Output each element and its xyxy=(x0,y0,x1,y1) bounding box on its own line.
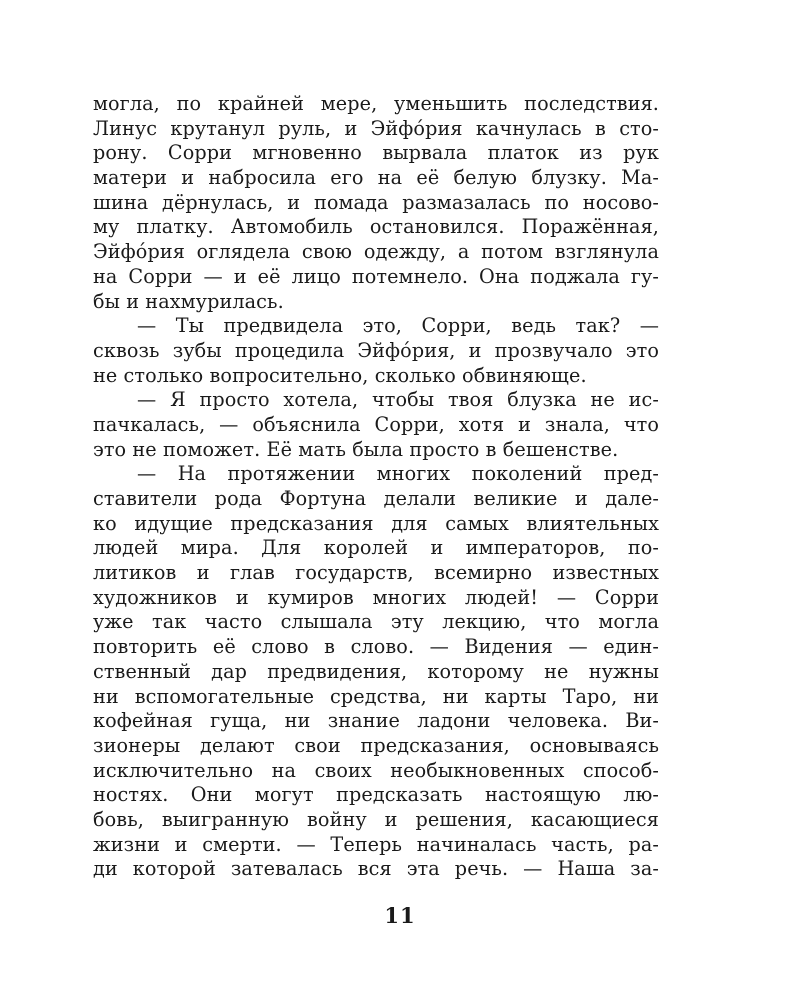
text-line: — Ты предвидела это, Сорри, ведь так? — xyxy=(137,314,659,338)
text-line: ко идущие предсказания для самых влиятельных xyxy=(93,511,659,535)
text-line: кофейная гуща, ни знание ладони человека. Ви- xyxy=(93,709,659,733)
text-line: сквозь зубы процедила Эйфóрия, и прозвучало это xyxy=(93,338,659,362)
text-line: Линус крутанул руль, и Эйфóрия качнулась в сто- xyxy=(93,116,659,140)
text-line: бовь, выигранную войну и решения, касающиеся xyxy=(93,807,659,831)
text-line: литиков и глав государств, всемирно известных xyxy=(93,561,659,585)
text-line: на Сорри — и её лицо потемнело. Она поджала гу- xyxy=(93,264,659,288)
text-line: жизни и смерти. — Теперь начиналась часть, ра- xyxy=(93,832,659,856)
page-number: 11 xyxy=(384,903,416,928)
text-line: матери и набросила его на её белую блузку. Ма- xyxy=(93,166,659,190)
text-line: Эйфóрия оглядела свою одежду, а потом взглянула xyxy=(93,240,659,264)
text-line: — Я просто хотела, чтобы твоя блузка не ис- xyxy=(137,388,659,412)
text-line: уже так часто слышала эту лекцию, что могла xyxy=(93,610,659,634)
text-line: ди которой затевалась вся эта речь. — Наша за- xyxy=(93,857,659,881)
text-line: могла, по крайней мере, уменьшить последствия. xyxy=(93,92,659,115)
text-line: шина дёрнулась, и помада размазалась по носово- xyxy=(93,190,659,214)
text-line: исключительно на своих необыкновенных способ- xyxy=(93,758,659,782)
text-line: ни вспомогательные средства, ни карты Таро, ни xyxy=(93,684,659,708)
text-line: ставители рода Фортуна делали великие и дале- xyxy=(93,487,659,510)
text-line: пачкалась, — объяснила Сорри, хотя и знала, что xyxy=(93,412,659,436)
text-line: людей мира. Для королей и императоров, по- xyxy=(93,536,659,560)
text-line: ностях. Они могут предсказать настоящую лю- xyxy=(93,783,659,807)
text-line: повторить её слово в слово. — Видения — един- xyxy=(93,635,659,659)
text-line: это не поможет. Её мать была просто в бешенстве. xyxy=(93,437,619,461)
text-line: не столько вопросительно, сколько обвиняюще. xyxy=(93,363,587,387)
text-line: художников и кумиров многих людей! — Сорри xyxy=(93,585,659,609)
text-line: му платку. Автомобиль остановился. Поражённая, xyxy=(93,215,659,239)
text-line: — На протяжении многих поколений пред- xyxy=(137,462,659,486)
text-line: рону. Сорри мгновенно вырвала платок из рук xyxy=(93,141,659,165)
text-line: ственный дар предвидения, которому не нужны xyxy=(93,659,659,683)
text-line: бы и нахмурилась. xyxy=(93,289,284,313)
body-text xyxy=(93,92,659,882)
text-line: зионеры делают свои предсказания, основываясь xyxy=(93,733,659,757)
